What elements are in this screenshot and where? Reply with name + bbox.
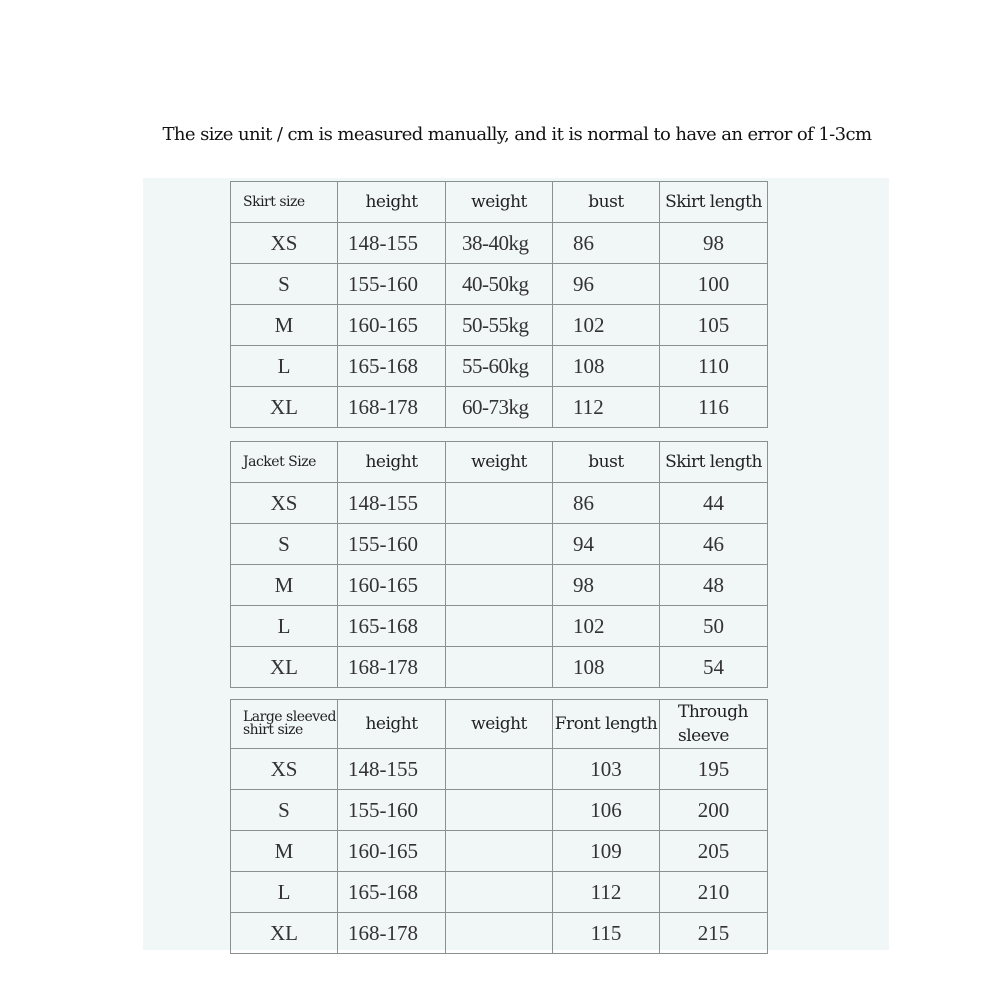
size-cell: XS xyxy=(231,223,338,264)
table-row xyxy=(231,749,768,790)
height-cell: 155-160 xyxy=(338,264,446,305)
skirt-size-table xyxy=(230,181,768,428)
front-length-cell: 103 xyxy=(553,749,660,790)
length-cell: 44 xyxy=(660,483,768,524)
height-cell: 148-155 xyxy=(338,483,446,524)
height-cell: 148-155 xyxy=(338,223,446,264)
size-cell: M xyxy=(231,305,338,346)
bust-cell: 94 xyxy=(553,524,660,565)
table-header-row xyxy=(231,700,768,749)
weight-cell: 38-40kg xyxy=(446,223,553,264)
table-header-row xyxy=(231,442,768,483)
bust-cell: 108 xyxy=(553,647,660,688)
height-cell: 165-168 xyxy=(338,346,446,387)
length-cell: 116 xyxy=(660,387,768,428)
weight-cell: 55-60kg xyxy=(446,346,553,387)
sleeve-cell: 195 xyxy=(660,749,768,790)
size-cell: S xyxy=(231,524,338,565)
height-cell: 160-165 xyxy=(338,565,446,606)
table-row xyxy=(231,264,768,305)
table-row xyxy=(231,524,768,565)
table-row xyxy=(231,483,768,524)
length-cell: 50 xyxy=(660,606,768,647)
header-bust: bust xyxy=(553,182,660,223)
height-cell: 155-160 xyxy=(338,524,446,565)
size-cell: XS xyxy=(231,749,338,790)
height-cell: 168-178 xyxy=(338,647,446,688)
shirt-size-table xyxy=(230,699,768,954)
weight-cell xyxy=(446,483,553,524)
weight-cell xyxy=(446,831,553,872)
height-cell: 155-160 xyxy=(338,790,446,831)
size-cell: XL xyxy=(231,913,338,954)
bust-cell: 102 xyxy=(553,606,660,647)
header-height: height xyxy=(338,700,446,749)
header-weight: weight xyxy=(446,182,553,223)
table-row xyxy=(231,913,768,954)
front-length-cell: 106 xyxy=(553,790,660,831)
height-cell: 168-178 xyxy=(338,913,446,954)
bust-cell: 86 xyxy=(553,223,660,264)
front-length-cell: 109 xyxy=(553,831,660,872)
height-cell: 160-165 xyxy=(338,831,446,872)
weight-cell xyxy=(446,749,553,790)
weight-cell: 60-73kg xyxy=(446,387,553,428)
size-cell: XS xyxy=(231,483,338,524)
size-cell: XL xyxy=(231,647,338,688)
size-cell: L xyxy=(231,606,338,647)
weight-cell xyxy=(446,565,553,606)
table-row xyxy=(231,223,768,264)
length-cell: 54 xyxy=(660,647,768,688)
weight-cell xyxy=(446,647,553,688)
table-header-row xyxy=(231,182,768,223)
sleeve-cell: 200 xyxy=(660,790,768,831)
size-cell: M xyxy=(231,831,338,872)
height-cell: 148-155 xyxy=(338,749,446,790)
sleeve-cell: 210 xyxy=(660,872,768,913)
height-cell: 165-168 xyxy=(338,872,446,913)
bust-cell: 86 xyxy=(553,483,660,524)
table-row xyxy=(231,305,768,346)
weight-cell xyxy=(446,524,553,565)
header-bust: bust xyxy=(553,442,660,483)
length-cell: 110 xyxy=(660,346,768,387)
table-row xyxy=(231,387,768,428)
height-cell: 160-165 xyxy=(338,305,446,346)
sleeve-cell: 215 xyxy=(660,913,768,954)
bust-cell: 98 xyxy=(553,565,660,606)
height-cell: 168-178 xyxy=(338,387,446,428)
weight-cell: 50-55kg xyxy=(446,305,553,346)
front-length-cell: 115 xyxy=(553,913,660,954)
length-cell: 100 xyxy=(660,264,768,305)
bust-cell: 102 xyxy=(553,305,660,346)
header-height: height xyxy=(338,182,446,223)
bust-cell: 112 xyxy=(553,387,660,428)
header-front-length: Front length xyxy=(553,700,660,749)
size-note-caption: The size unit / cm is measured manually, and it is normal to have an error of 1-3cm xyxy=(162,124,872,145)
jacket-size-table xyxy=(230,441,768,688)
height-cell: 165-168 xyxy=(338,606,446,647)
table-row xyxy=(231,565,768,606)
size-cell: L xyxy=(231,346,338,387)
table-row xyxy=(231,606,768,647)
header-height: height xyxy=(338,442,446,483)
weight-cell xyxy=(446,606,553,647)
table-row xyxy=(231,872,768,913)
size-cell: S xyxy=(231,790,338,831)
weight-cell xyxy=(446,872,553,913)
weight-cell: 40-50kg xyxy=(446,264,553,305)
header-size: Skirt size xyxy=(231,182,338,223)
header-weight: weight xyxy=(446,442,553,483)
header-size: Large sleeved shirt size xyxy=(231,700,338,749)
table-row xyxy=(231,647,768,688)
length-cell: 105 xyxy=(660,305,768,346)
size-cell: S xyxy=(231,264,338,305)
length-cell: 48 xyxy=(660,565,768,606)
weight-cell xyxy=(446,913,553,954)
sleeve-cell: 205 xyxy=(660,831,768,872)
header-skirt-length: Skirt length xyxy=(660,182,768,223)
bust-cell: 108 xyxy=(553,346,660,387)
length-cell: 46 xyxy=(660,524,768,565)
table-row xyxy=(231,790,768,831)
header-size: Jacket Size xyxy=(231,442,338,483)
weight-cell xyxy=(446,790,553,831)
length-cell: 98 xyxy=(660,223,768,264)
header-through-sleeve: Through sleeve xyxy=(660,700,768,749)
size-cell: M xyxy=(231,565,338,606)
header-weight: weight xyxy=(446,700,553,749)
table-row xyxy=(231,831,768,872)
front-length-cell: 112 xyxy=(553,872,660,913)
header-skirt-length: Skirt length xyxy=(660,442,768,483)
table-row xyxy=(231,346,768,387)
size-cell: L xyxy=(231,872,338,913)
size-cell: XL xyxy=(231,387,338,428)
bust-cell: 96 xyxy=(553,264,660,305)
